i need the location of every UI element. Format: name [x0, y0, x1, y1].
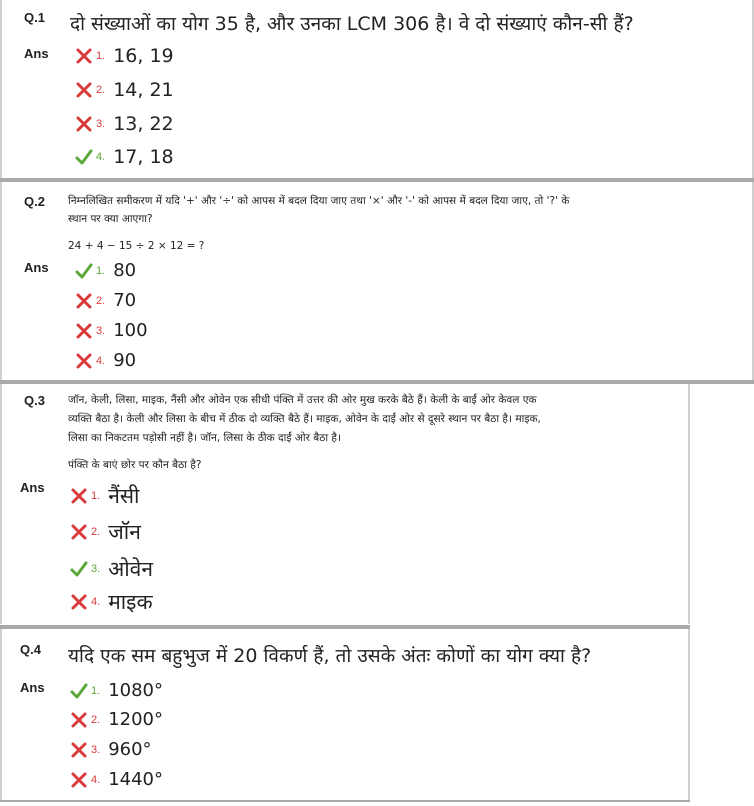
- option-text: 13, 22: [113, 113, 174, 135]
- option-text: 70: [113, 290, 137, 311]
- cross-icon: [75, 81, 93, 99]
- option-number: 1.: [91, 684, 101, 697]
- question-number: Q.3: [24, 393, 45, 408]
- option-number: 2.: [91, 713, 101, 726]
- option-1: [75, 45, 174, 67]
- option-2: [70, 709, 163, 730]
- question-text-line-1: जॉन, केली, लिसा, माइक, नैंसी और ओवेन एक सीधी पंक्ति में उत्तर की ओर मुख करके बैठे हैं। केली के बाईं ओर केवल एक: [68, 394, 537, 406]
- option-text: 14, 21: [113, 79, 174, 101]
- cross-icon: [75, 115, 93, 133]
- answer-label: Ans: [24, 260, 49, 275]
- option-3: [75, 320, 148, 341]
- option-text: ओवेन: [108, 557, 154, 581]
- option-text: 90: [113, 350, 137, 371]
- question-prompt: पंक्ति के बाएं छोर पर कौन बैठा है?: [68, 459, 202, 471]
- option-2: [70, 518, 141, 546]
- cross-icon: [70, 487, 88, 505]
- option-number: 1.: [96, 50, 106, 62]
- question-number: Q.4: [20, 642, 41, 657]
- option-text: नैंसी: [108, 484, 140, 508]
- question-text-line-2: स्थान पर क्या आएगा?: [68, 213, 153, 225]
- option-number: 3.: [91, 563, 101, 575]
- cross-icon: [70, 741, 88, 759]
- cross-icon: [70, 771, 88, 789]
- divider: [0, 800, 690, 802]
- option-1: [70, 680, 163, 701]
- option-number: 4.: [91, 773, 101, 786]
- option-number: 3.: [96, 324, 106, 337]
- option-number: 4.: [91, 596, 101, 608]
- option-number: 3.: [96, 118, 106, 130]
- option-number: 2.: [96, 294, 106, 307]
- check-icon: [75, 148, 93, 166]
- check-icon: [70, 682, 88, 700]
- option-text: 1440°: [108, 769, 163, 790]
- option-1: [75, 260, 136, 281]
- check-icon: [75, 262, 93, 280]
- cross-icon: [75, 322, 93, 340]
- option-number: 4.: [96, 354, 106, 367]
- question-text-line-3: लिसा का निकटतम पड़ोसी नहीं है। जॉन, लिसा के ठीक दाईं ओर बैठा है।: [68, 432, 341, 444]
- option-1: [70, 482, 139, 510]
- question-number: Q.2: [24, 194, 45, 209]
- option-3: [75, 113, 174, 135]
- cross-icon: [70, 711, 88, 729]
- option-text: माइक: [108, 590, 153, 614]
- answer-label: Ans: [20, 480, 45, 495]
- option-number: 1.: [91, 490, 101, 502]
- cross-icon: [70, 523, 88, 541]
- question-text: दो संख्याओं का योग 35 है, और उनका LCM 306 है। वे दो संख्याएं कौन-सी हैं?: [70, 13, 634, 35]
- cross-icon: [75, 352, 93, 370]
- option-text: 17, 18: [113, 146, 174, 168]
- answer-label: Ans: [24, 46, 49, 61]
- option-2: [75, 290, 136, 311]
- equation: 24 + 4 − 15 ÷ 2 × 12 = ?: [68, 240, 205, 252]
- option-4: [75, 350, 136, 371]
- option-number: 4.: [96, 151, 106, 163]
- answer-label: Ans: [20, 680, 45, 695]
- option-4: [70, 769, 163, 790]
- option-number: 3.: [91, 743, 101, 756]
- option-number: 2.: [91, 526, 101, 538]
- cross-icon: [75, 47, 93, 65]
- option-number: 1.: [96, 264, 106, 277]
- option-text: 1080°: [108, 680, 163, 701]
- question-text-line-1: निम्नलिखित समीकरण में यदि '+' और '÷' को आपस में बदल दिया जाए तथा '×' और '-' को आपस में बदल दिया जाए, तो '?' के: [68, 195, 570, 207]
- option-text: 80: [113, 260, 137, 281]
- option-4: [75, 146, 174, 168]
- option-4: [70, 588, 153, 616]
- option-text: जॉन: [108, 520, 141, 544]
- question-text: यदि एक सम बहुभुज में 20 विकर्ण हैं, तो उसके अंतः कोणों का योग क्या है?: [68, 645, 592, 667]
- option-number: 2.: [96, 84, 106, 96]
- option-2: [75, 79, 174, 101]
- cross-icon: [70, 593, 88, 611]
- check-icon: [70, 560, 88, 578]
- option-3: [70, 739, 152, 760]
- option-text: 16, 19: [113, 45, 174, 67]
- cross-icon: [75, 292, 93, 310]
- question-number: Q.1: [24, 10, 45, 25]
- option-text: 100: [113, 320, 148, 341]
- option-3: [70, 555, 153, 583]
- option-text: 1200°: [108, 709, 163, 730]
- question-text-line-2: व्यक्ति बैठा है। केली और लिसा के बीच में ठीक दो व्यक्ति बैठे हैं। माइक, ओवेन के दाईं ओर से दूसरे स्थान पर बैठा है। माइक,: [68, 413, 541, 425]
- option-text: 960°: [108, 739, 152, 760]
